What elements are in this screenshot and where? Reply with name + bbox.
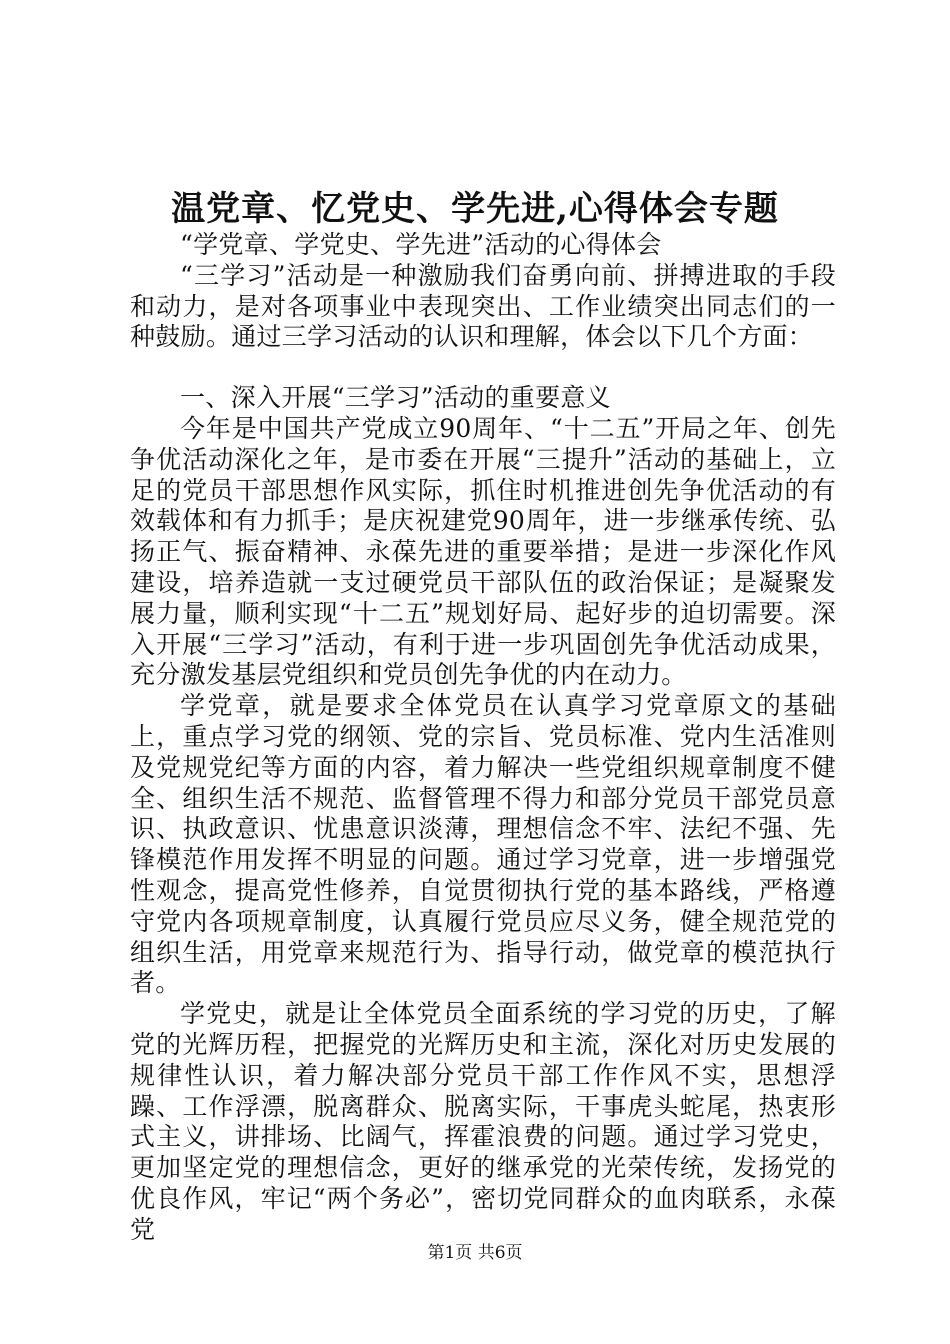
page-footer: 第1页 共6页 xyxy=(427,1243,523,1263)
body-paragraph: 今年是中国共产党成立90周年、“十二五”开局之年、创先争优活动深化之年，是市委在开展“三提升”活动的基础上，立足的党员干部思想作风实际，抓住时机推进创先争优活动的有效载体和有力抓手；是庆祝建党90周年，进一步继承传统、弘扬正气、振奋精神、永葆先进的重要举措；是进一步深化作风建设，培养造就一支过硬党员干部队伍的政治保证；是凝聚发展力量，顺利实现“十二五”规划好局、起好步的迫切需要。深入开展“三学习”活动，有利于进一步巩固创先争优活动成果，充分激发基层党组织和党员创先争优的内在动力。 xyxy=(130,413,836,690)
subtitle-paragraph: “学党章、学党史、学先进”活动的心得体会 xyxy=(180,230,662,259)
document-body xyxy=(130,230,836,1246)
section-heading: 一、深入开展“三学习”活动的重要意义 xyxy=(180,383,611,413)
intro-paragraph: “三学习”活动是一种激励我们奋勇向前、拼搏进取的手段和动力，是对各项事业中表现突出、工作业绩突出同志们的一种鼓励。通过三学习活动的认识和理解，体会以下几个方面： xyxy=(130,260,836,352)
body-paragraph: 学党章，就是要求全体党员在认真学习党章原文的基础上，重点学习党的纲领、党的宗旨、党员标准、党内生活准则及党规党纪等方面的内容，着力解决一些党组织规章制度不健全、组织生活不规范、监督管理不得力和部分党员干部党员意识、执政意识、忧患意识淡薄，理想信念不牢、法纪不强、先锋模范作用发挥不明显的问题。通过学习党章，进一步增强党性观念，提高党性修养，自觉贯彻执行党的基本路线，严格遵守党内各项规章制度，认真履行党员应尽义务，健全规范党的组织生活，用党章来规范行为、指导行动，做党章的模范执行者。 xyxy=(130,691,836,998)
document-title: 温党章、忆党史、学先进,心得体会专题 xyxy=(171,189,779,229)
body-paragraph: 学党史，就是让全体党员全面系统的学习党的历史，了解党的光辉历程，把握党的光辉历史和主流，深化对历史发展的规律性认识，着力解决部分党员干部工作作风不实，思想浮躁、工作浮漂，脱离群众、脱离实际，干事虎头蛇尾，热衷形式主义，讲排场、比阔气，挥霍浪费的问题。通过学习党史，更加坚定党的理想信念，更好的继承党的光荣传统，发扬党的优良作风，牢记“两个务必”，密切党同群众的血肉联系，永葆党 xyxy=(130,999,836,1244)
